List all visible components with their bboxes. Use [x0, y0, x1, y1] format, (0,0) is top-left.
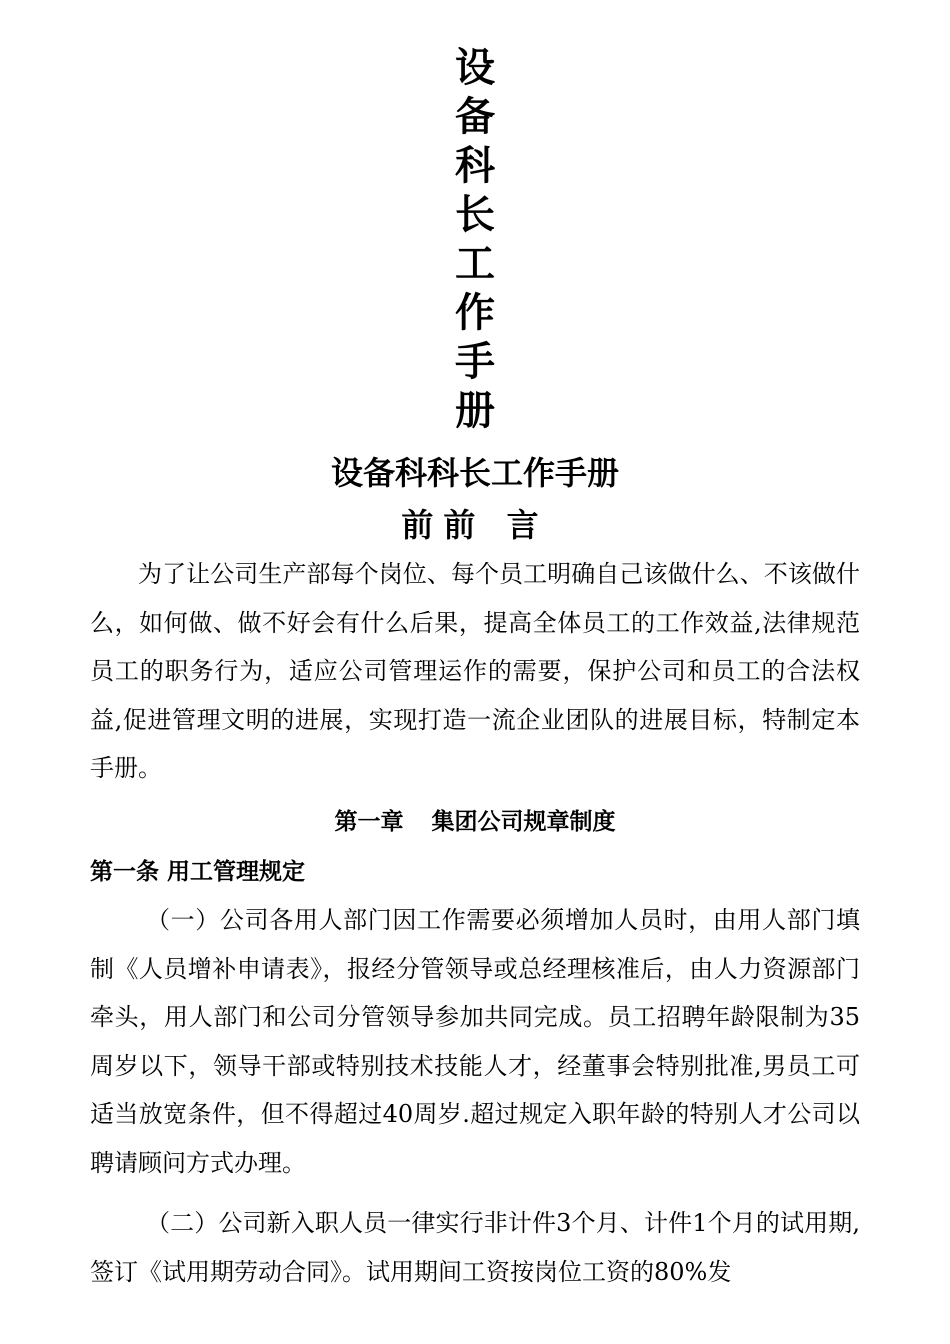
- title-char: 工: [455, 241, 495, 287]
- title-char: 科: [455, 143, 495, 189]
- vertical-title: [0, 44, 950, 436]
- title-char: 手: [455, 339, 495, 385]
- document-subtitle: 设备科科长工作手册: [330, 454, 619, 492]
- preface-heading: 前前 言: [401, 506, 549, 544]
- clause-paragraph: （一）公司各用人部门因工作需要必须增加人员时，由用人部门填制《人员增补申请表》，报经分管领导或总经理核准后，由人力资源部门牵头，用人部门和公司分管领导参加共同完成。员工招聘年龄限制为35周岁以下，领导干部或特别技术技能人才，经董事会特别批准,男员工可适当放宽条件，但不得超过40周岁.超过规定入职年龄的特别人才公司以聘请顾问方式办理。: [90, 906, 860, 1177]
- title-char: 备: [455, 94, 495, 140]
- title-char: 册: [455, 388, 495, 434]
- title-char: 作: [455, 290, 495, 336]
- preface-paragraph: 为了让公司生产部每个岗位、每个员工明确自己该做什么、不该做什么，如何做、做不好会有什么后果，提高全体员工的工作效益,法律规范员工的职务行为，适应公司管理运作的需要，保护公司和员工的合法权益,促进管理文明的进展，实现打造一流企业团队的进展目标，特制定本手册。: [90, 560, 860, 782]
- title-char: 设: [455, 45, 495, 91]
- title-char: 长: [455, 192, 495, 238]
- chapter-heading: 第一章 集团公司规章制度: [334, 809, 616, 835]
- article-heading: 第一条 用工管理规定: [90, 859, 306, 885]
- clause-paragraph: （二）公司新入职人员一律实行非计件3个月、计件1个月的试用期,签订《试用期劳动合同》。试用期间工资按岗位工资的80%发: [90, 1209, 860, 1286]
